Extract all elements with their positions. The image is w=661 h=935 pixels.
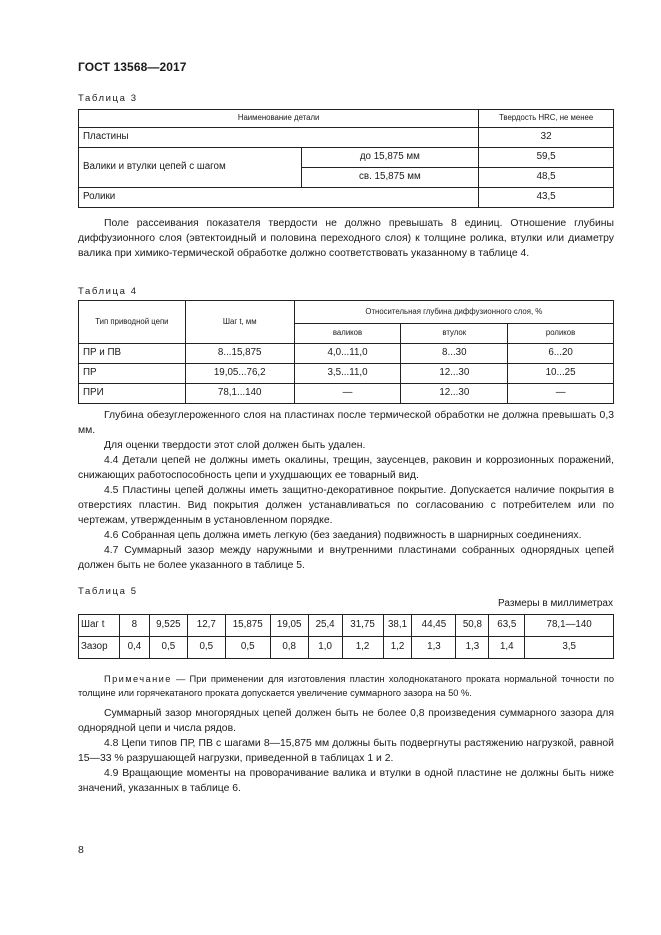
table4-cell: ПРИ [79, 384, 186, 404]
table5-cell: 1,3 [412, 637, 456, 659]
table3-caption: Таблица 3 [78, 93, 138, 104]
table3-cell: 48,5 [479, 168, 614, 188]
table5-cell: 31,75 [342, 615, 383, 637]
table3-cell: Пластины [79, 128, 479, 148]
document-header: ГОСТ 13568—2017 [78, 60, 187, 74]
table5-cell: 1,4 [489, 637, 525, 659]
table4-cell: ПР [79, 364, 186, 384]
table5-cell: 9,525 [149, 615, 187, 637]
table4-head-sub: роликов [508, 324, 614, 344]
table-row [79, 364, 614, 384]
table3-head-hardness: Твердость HRC, не менее [479, 110, 614, 128]
table5-cell: 3,5 [525, 637, 614, 659]
table4-head-sub: валиков [294, 324, 401, 344]
table5-cell: 0,8 [270, 637, 308, 659]
table3-cell: св. 15,875 мм [301, 168, 479, 188]
paragraph: Глубина обезуглероженного слоя на пластинах после термической обработки не должна превышать 0,3 мм. [78, 410, 614, 436]
table5-caption: Таблица 5 [78, 586, 138, 597]
paragraph-hardness: Поле рассеивания показателя твердости не должно превышать 8 единиц. Отношение глубины диффузионного слоя (эвтектоидный и половина переходного слоя) к толщине ролика, втулки или диаметру валика при химико-термической обработке должно соответствовать указанному в таблице 4. [78, 218, 614, 259]
table3-cell: Ролики [79, 188, 479, 208]
table-row [79, 344, 614, 364]
table4 [78, 300, 614, 404]
table4-head-pitch: Шаг t, мм [185, 301, 294, 344]
table3 [78, 109, 614, 208]
page-number: 8 [78, 844, 84, 856]
table3-cell: до 15,875 мм [301, 148, 479, 168]
table5-units: Размеры в миллиметрах [498, 598, 613, 609]
table-row [79, 637, 614, 659]
table5-cell: 1,3 [456, 637, 489, 659]
table5-cell: 0,4 [119, 637, 149, 659]
table4-head-type: Тип приводной цепи [79, 301, 186, 344]
table5-cell: 8 [119, 615, 149, 637]
table4-cell: 6...20 [508, 344, 614, 364]
table3-head-name: Наименование детали [79, 110, 479, 128]
table5-label-pitch: Шаг t [79, 615, 120, 637]
table4-cell: 12...30 [401, 384, 508, 404]
paragraph: 4.8 Цепи типов ПР, ПВ с шагами 8—15,875 мм должны быть подвергнуты растяжению нагрузкой, равной 15—33 % разрушающей нагрузки, приведенной в таблицах 1 и 2. [78, 738, 614, 764]
table3-cell: 32 [479, 128, 614, 148]
paragraph: 4.6 Собранная цепь должна иметь легкую (без заедания) подвижность в шарнирных соединениях. [104, 530, 582, 541]
table5-cell: 0,5 [225, 637, 270, 659]
table5-cell: 12,7 [187, 615, 225, 637]
paragraph: 4.9 Вращающие моменты на проворачивание валика и втулки в одной пластине не должны быть ниже значений, указанных в таблице 6. [78, 768, 614, 794]
table5-cell: 78,1—140 [525, 615, 614, 637]
table4-cell: 4,0...11,0 [294, 344, 401, 364]
table4-cell: 78,1...140 [185, 384, 294, 404]
table4-cell: 19,05...76,2 [185, 364, 294, 384]
table5-cell: 1,0 [308, 637, 342, 659]
table5 [78, 614, 614, 659]
table5-cell: 44,45 [412, 615, 456, 637]
table4-cell: ПР и ПВ [79, 344, 186, 364]
table5-cell: 50,8 [456, 615, 489, 637]
table5-cell: 0,5 [149, 637, 187, 659]
table4-cell: — [294, 384, 401, 404]
table-row [79, 384, 614, 404]
table4-cell: 8...15,875 [185, 344, 294, 364]
table-row [79, 128, 614, 148]
paragraph: 4.4 Детали цепей не должны иметь окалины, трещин, заусенцев, раковин и коррозионных поражений, снижающих работоспособность цепи и ухудшающих ее товарный вид. [78, 455, 614, 481]
table5-cell: 19,05 [270, 615, 308, 637]
table5-cell: 1,2 [342, 637, 383, 659]
table4-cell: 12...30 [401, 364, 508, 384]
table4-caption: Таблица 4 [78, 286, 138, 297]
paragraph: Для оценки твердости этот слой должен быть удален. [104, 440, 366, 451]
table5-cell: 15,875 [225, 615, 270, 637]
table-row [79, 148, 614, 168]
table4-head-depth: Относительная глубина диффузионного слоя, % [294, 301, 613, 324]
table4-cell: 8...30 [401, 344, 508, 364]
table3-cell: 43,5 [479, 188, 614, 208]
table5-note [78, 672, 614, 700]
table5-cell: 25,4 [308, 615, 342, 637]
table5-label-gap: Зазор [79, 637, 120, 659]
table4-head-sub: втулок [401, 324, 508, 344]
note-label: Примечание [104, 674, 172, 684]
table4-cell: 3,5...11,0 [294, 364, 401, 384]
table-row [79, 188, 614, 208]
table5-cell: 0,5 [187, 637, 225, 659]
section-4-body-continued [78, 706, 614, 796]
table4-cell: 10...25 [508, 364, 614, 384]
table-row [79, 615, 614, 637]
paragraph: 4.7 Суммарный зазор между наружными и внутренними пластинами собранных однорядных цепей должен быть не более указанного в таблице 5. [78, 545, 614, 571]
section-4-body [78, 408, 614, 573]
table3-cell: Валики и втулки цепей с шагом [79, 148, 302, 188]
table4-cell: — [508, 384, 614, 404]
note-text: — При применении для изготовления пластин холоднокатаного проката нормальной точности по толщине или горячекатаного проката допускается увеличение суммарного зазора на 50 %. [78, 674, 614, 698]
table5-cell: 1,2 [383, 637, 412, 659]
table3-cell: 59,5 [479, 148, 614, 168]
paragraph: Суммарный зазор многорядных цепей должен быть не более 0,8 произведения суммарного зазора для однорядной цепи и числа рядов. [78, 708, 614, 734]
paragraph: 4.5 Пластины цепей должны иметь защитно-декоративное покрытие. Допускается наличие покрытия в отверстиях пластин. Вид покрытия должен устанавливаться по согласованию с потребителем или по чертежам, утвержденным в установленном порядке. [78, 485, 614, 526]
table5-cell: 63,5 [489, 615, 525, 637]
table5-cell: 38,1 [383, 615, 412, 637]
